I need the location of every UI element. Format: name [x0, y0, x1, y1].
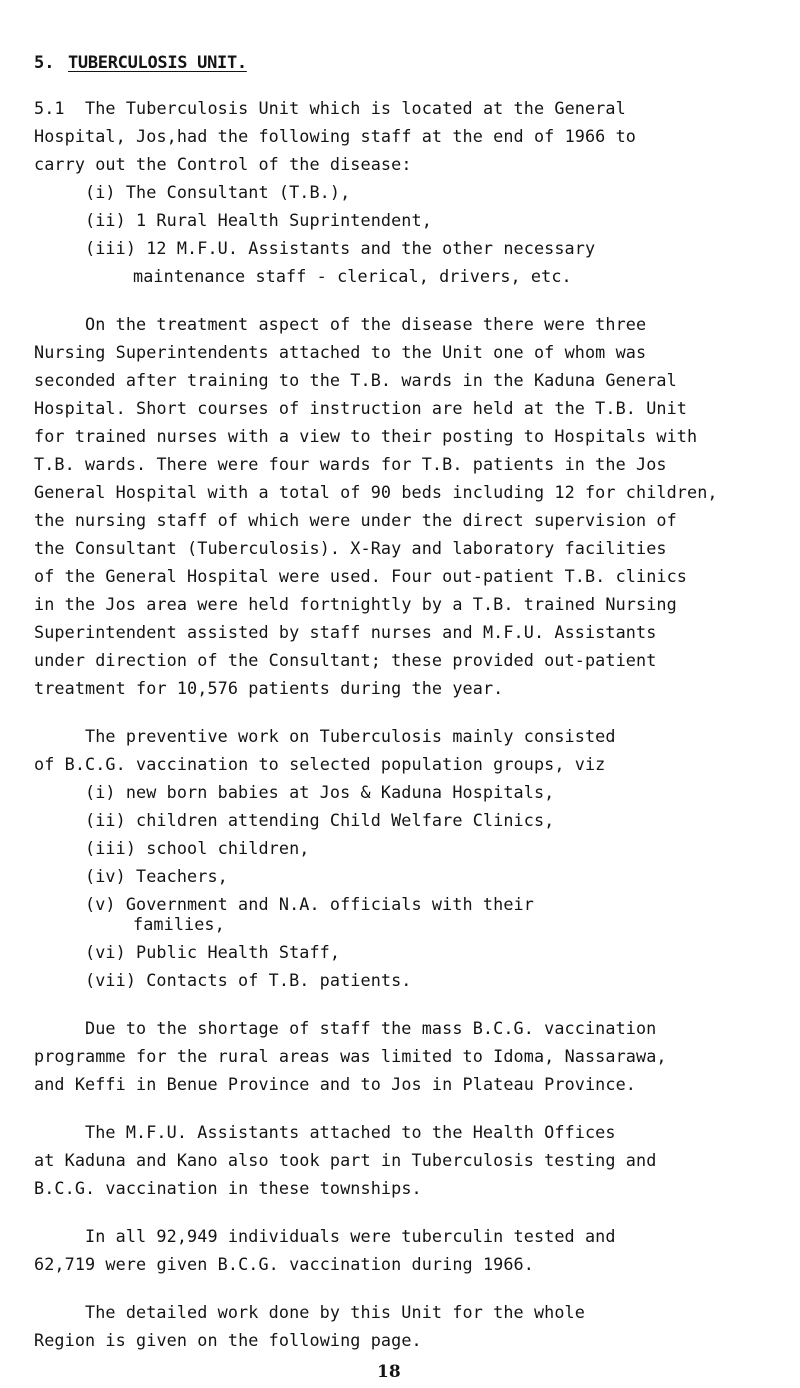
text-line: treatment for 10,576 patients during the year.: [34, 678, 504, 698]
text-line: carry out the Control of the disease:: [34, 154, 412, 174]
text-line: Hospital. Short courses of instruction are held at the T.B. Unit: [34, 398, 688, 418]
text-line: Hospital, Jos,had the following staff at the end of 1966 to: [34, 126, 636, 146]
list-item: (vi) Public Health Staff,: [85, 942, 341, 962]
page-number: 18: [377, 1362, 401, 1382]
text-line: under direction of the Consultant; these provided out-patient: [34, 650, 657, 670]
text-line: for trained nurses with a view to their posting to Hospitals with: [34, 426, 698, 446]
section-number: 5.: [34, 53, 55, 73]
text-line: Region is given on the following page.: [34, 1330, 422, 1350]
text-line: The M.F.U. Assistants attached to the Health Offices: [85, 1122, 616, 1142]
list-item: (ii) children attending Child Welfare Clinics,: [85, 810, 555, 830]
list-item: (iv) Teachers,: [85, 866, 228, 886]
text-line: The preventive work on Tuberculosis mainly consisted: [85, 726, 616, 746]
text-line: Nursing Superintendents attached to the Unit one of whom was: [34, 342, 647, 362]
list-item-continuation: maintenance staff - clerical, drivers, etc.: [133, 266, 572, 286]
text-line: programme for the rural areas was limited to Idoma, Nassarawa,: [34, 1046, 667, 1066]
list-item: (iii) school children,: [85, 838, 310, 858]
text-line: of the General Hospital were used. Four out-patient T.B. clinics: [34, 566, 688, 586]
text-line: and Keffi in Benue Province and to Jos in Plateau Province.: [34, 1074, 636, 1094]
text-line: of B.C.G. vaccination to selected population groups, viz: [34, 754, 606, 774]
text-line: Superintendent assisted by staff nurses and M.F.U. Assistants: [34, 622, 657, 642]
text-line: at Kaduna and Kano also took part in Tuberculosis testing and: [34, 1150, 657, 1170]
text-line: General Hospital with a total of 90 beds including 12 for children,: [34, 482, 718, 502]
list-item: (iii) 12 M.F.U. Assistants and the other necessary: [85, 238, 596, 258]
text-line: On the treatment aspect of the disease there were three: [85, 314, 647, 334]
section-title: TUBERCULOSIS UNIT.: [68, 53, 247, 73]
list-item: (ii) 1 Rural Health Suprintendent,: [85, 210, 432, 230]
text-line: 5.1 The Tuberculosis Unit which is located at the General: [34, 98, 626, 118]
text-line: B.C.G. vaccination in these townships.: [34, 1178, 422, 1198]
text-line: Due to the shortage of staff the mass B.C.G. vaccination: [85, 1018, 657, 1038]
text-line: in the Jos area were held fortnightly by a T.B. trained Nursing: [34, 594, 677, 614]
text-line: the nursing staff of which were under the direct supervision of: [34, 510, 677, 530]
text-line: In all 92,949 individuals were tuberculin tested and: [85, 1226, 616, 1246]
list-item: (i) The Consultant (T.B.),: [85, 182, 351, 202]
text-line: The detailed work done by this Unit for the whole: [85, 1302, 585, 1322]
text-line: 62,719 were given B.C.G. vaccination during 1966.: [34, 1254, 534, 1274]
text-line: the Consultant (Tuberculosis). X-Ray and laboratory facilities: [34, 538, 667, 558]
list-item: (vii) Contacts of T.B. patients.: [85, 970, 412, 990]
list-item: (i) new born babies at Jos & Kaduna Hospitals,: [85, 782, 555, 802]
text-line: seconded after training to the T.B. wards in the Kaduna General: [34, 370, 677, 390]
text-line: T.B. wards. There were four wards for T.B. patients in the Jos: [34, 454, 667, 474]
list-item: (v) Government and N.A. officials with their: [85, 894, 534, 914]
list-item-continuation: families,: [133, 914, 225, 934]
